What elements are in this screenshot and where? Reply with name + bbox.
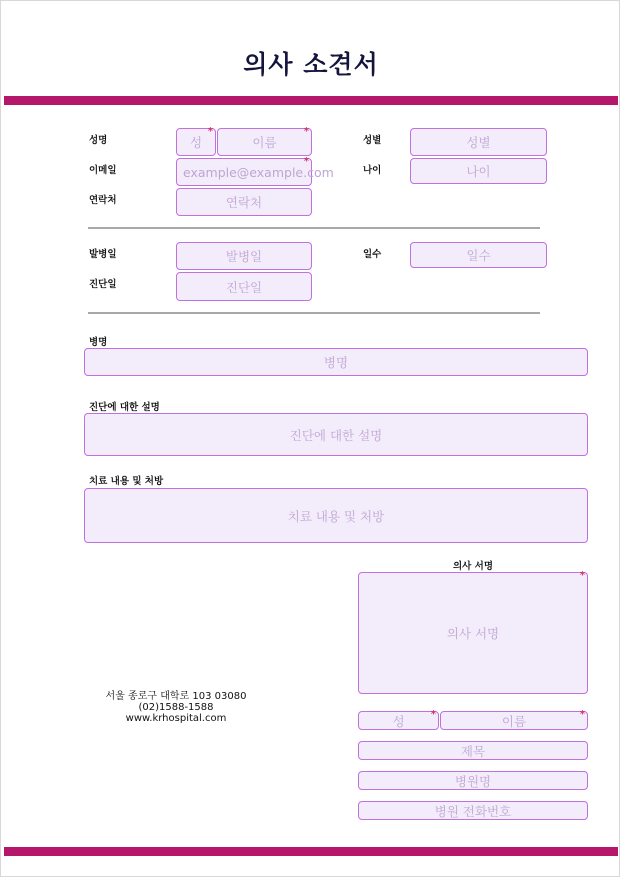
email-label: 이메일 — [89, 165, 117, 176]
diagnosis-date-field[interactable]: 진단일 — [176, 272, 312, 301]
days-field[interactable]: 일수 — [410, 242, 547, 268]
hospital-website: www.krhospital.com — [125, 713, 227, 724]
page-title: 의사 소견서 — [243, 50, 379, 79]
contact-field[interactable]: 연락처 — [176, 188, 312, 216]
gender-label: 성별 — [363, 135, 382, 146]
onset-date-label: 발병일 — [89, 249, 117, 260]
doctor-last-name-field[interactable]: 성 * — [358, 711, 439, 730]
diagnosis-desc-label: 진단에 대한 설명 — [89, 402, 160, 413]
age-label: 나이 — [363, 165, 382, 176]
treatment-label: 치료 내용 및 처방 — [89, 476, 164, 487]
treatment-field[interactable]: 치료 내용 및 처방 — [84, 488, 588, 543]
doctor-title-field[interactable]: 제목 — [358, 741, 588, 760]
days-label: 일수 — [363, 249, 382, 260]
first-name-field[interactable]: 이름 * — [217, 128, 312, 156]
age-field[interactable]: 나이 — [410, 158, 547, 184]
diagnosis-date-label: 진단일 — [89, 279, 117, 290]
doctor-signature-label: 의사 서명 — [453, 561, 494, 572]
disease-name-field[interactable]: 병명 — [84, 348, 588, 376]
footer-bar — [4, 847, 618, 856]
hospital-name-field[interactable]: 병원명 — [358, 771, 588, 790]
header-bar — [4, 96, 618, 105]
contact-label: 연락처 — [89, 195, 117, 206]
signature-pad[interactable]: 의사 서명 * — [358, 572, 588, 694]
hospital-address: 서울 종로구 대학로 103 03080 — [105, 691, 247, 702]
name-label: 성명 — [89, 135, 108, 146]
hospital-phone: (02)1588-1588 — [138, 702, 214, 713]
hospital-phone-field[interactable]: 병원 전화번호 — [358, 801, 588, 820]
section-divider — [88, 227, 540, 229]
diagnosis-desc-field[interactable]: 진단에 대한 설명 — [84, 413, 588, 456]
email-field[interactable]: example@example.com * — [176, 158, 312, 186]
onset-date-field[interactable]: 발병일 — [176, 242, 312, 270]
disease-name-label: 병명 — [89, 337, 108, 348]
section-divider — [88, 312, 540, 314]
last-name-field[interactable]: 성 * — [176, 128, 216, 156]
gender-field[interactable]: 성별 — [410, 128, 547, 156]
doctor-first-name-field[interactable]: 이름 * — [440, 711, 588, 730]
